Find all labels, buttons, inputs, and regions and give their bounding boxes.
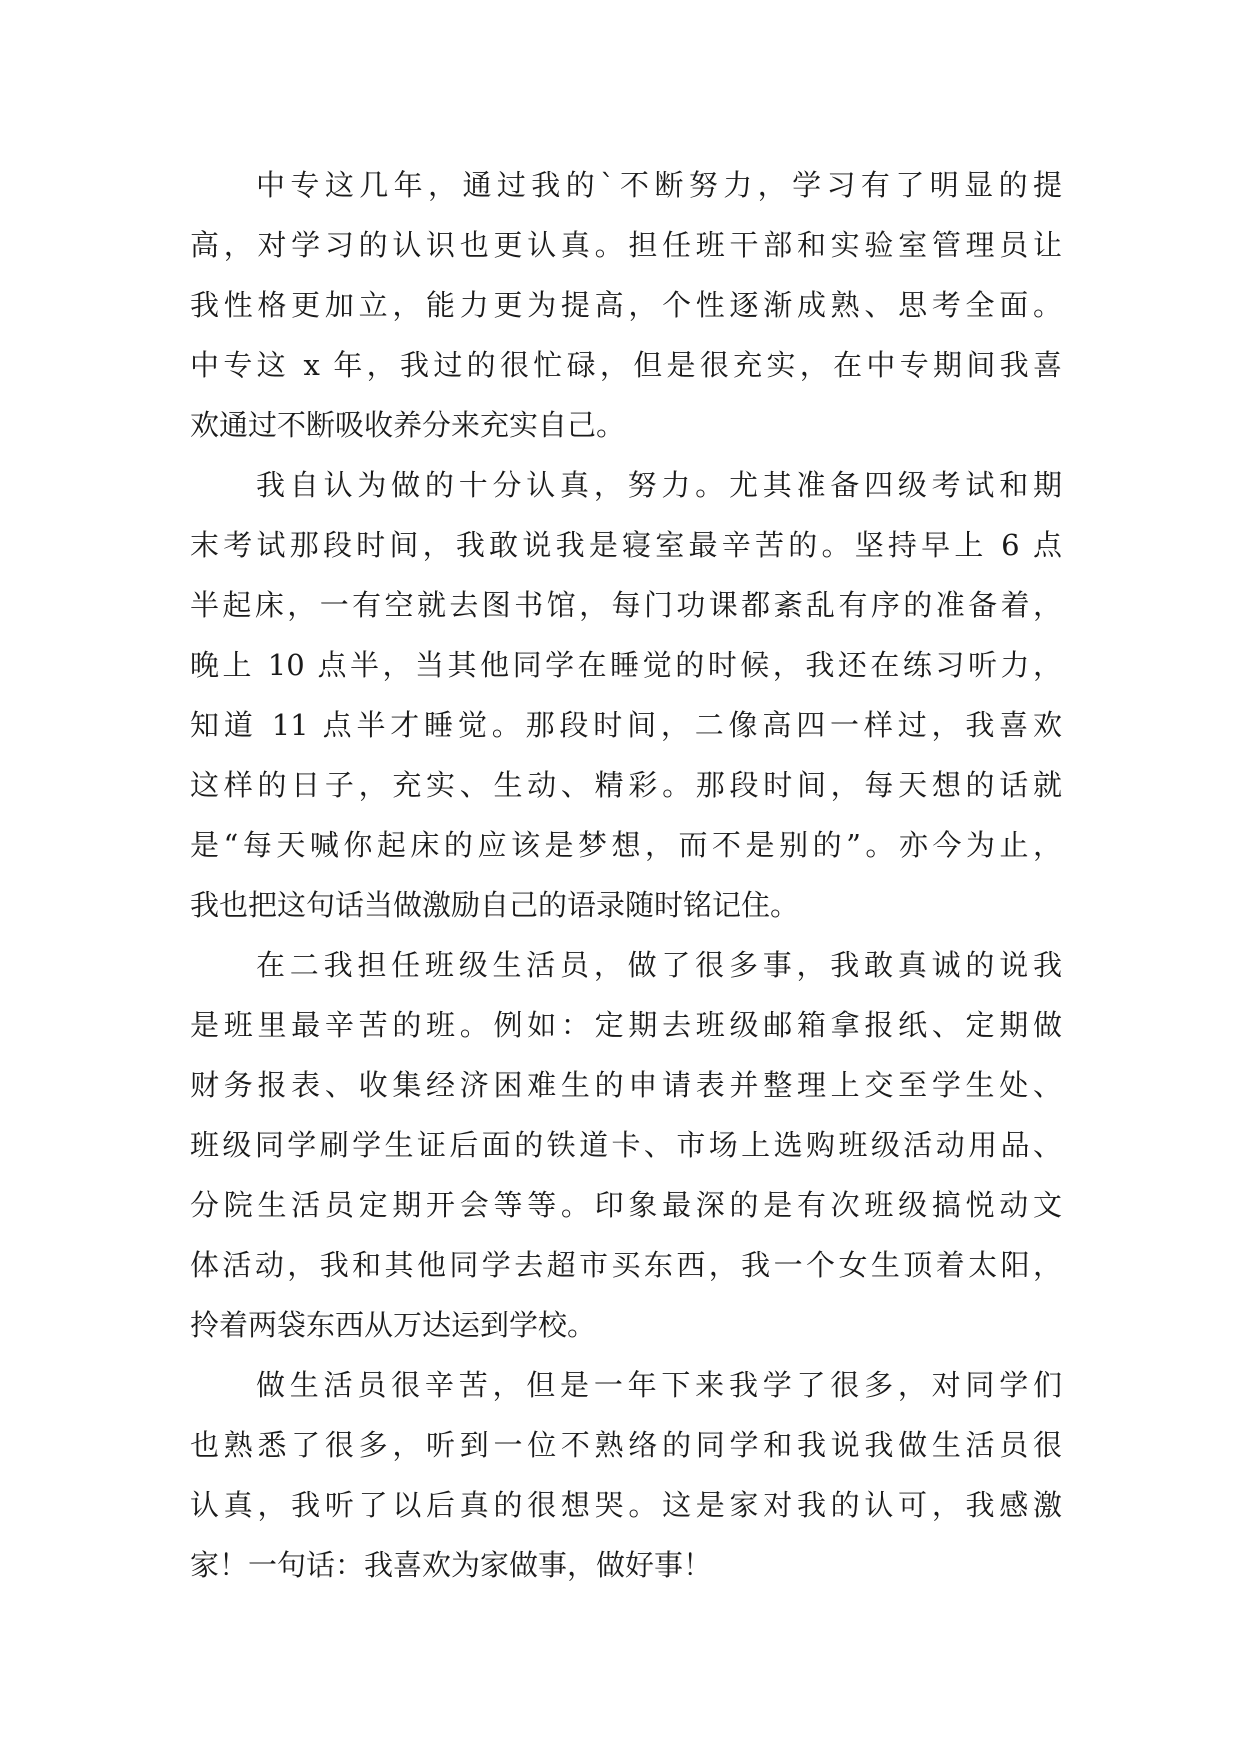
- text-line: 财务报表、收集经济困难生的申请表并整理上交至学生处、: [190, 1068, 1062, 1102]
- paragraph-2: [190, 455, 1062, 935]
- text-line: 我自认为做的十分认真，努力。尤其准备四级考试和期: [256, 468, 1062, 502]
- text-line: 晚上 10 点半，当其他同学在睡觉的时候，我还在练习听力，: [190, 648, 1062, 682]
- text-line: 也熟悉了很多，听到一位不熟络的同学和我说我做生活员很: [190, 1428, 1062, 1462]
- text-line: 认真，我听了以后真的很想哭。这是家对我的认可，我感激: [190, 1488, 1062, 1522]
- text-line: 我也把这句话当做激励自己的语录随时铭记住。: [190, 888, 800, 922]
- text-line: 末考试那段时间，我敢说我是寝室最辛苦的。坚持早上 6 点: [190, 528, 1062, 562]
- text-line: 做生活员很辛苦，但是一年下来我学了很多，对同学们: [256, 1368, 1062, 1402]
- text-line: 欢通过不断吸收养分来充实自己。: [190, 408, 626, 442]
- paragraph-4: [190, 1355, 1062, 1595]
- text-line: 这样的日子，充实、生动、精彩。那段时间，每天想的话就: [190, 768, 1062, 802]
- paragraph-1: [190, 155, 1062, 455]
- document-body: [190, 155, 1062, 1595]
- text-line: 家！一句话：我喜欢为家做事，做好事！: [190, 1548, 713, 1582]
- text-line: 是班里最辛苦的班。例如：定期去班级邮箱拿报纸、定期做: [190, 1008, 1062, 1042]
- text-line: 是“每天喊你起床的应该是梦想，而不是别的”。亦今为止，: [190, 828, 1062, 862]
- text-line: 中专这 x 年，我过的很忙碌，但是很充实，在中专期间我喜: [190, 348, 1062, 382]
- text-line: 高，对学习的认识也更认真。担任班干部和实验室管理员让: [190, 228, 1062, 262]
- text-line: 在二我担任班级生活员，做了很多事，我敢真诚的说我: [256, 948, 1062, 982]
- text-line: 半起床，一有空就去图书馆，每门功课都紊乱有序的准备着，: [190, 588, 1062, 622]
- text-line: 班级同学刷学生证后面的铁道卡、市场上选购班级活动用品、: [190, 1128, 1062, 1162]
- text-line: 知道 11 点半才睡觉。那段时间，二像高四一样过，我喜欢: [190, 708, 1062, 742]
- text-line: 拎着两袋东西从万达运到学校。: [190, 1308, 597, 1342]
- paragraph-3: [190, 935, 1062, 1355]
- text-line: 分院生活员定期开会等等。印象最深的是有次班级搞悦动文: [190, 1188, 1062, 1222]
- text-line: 体活动，我和其他同学去超市买东西，我一个女生顶着太阳，: [190, 1248, 1062, 1282]
- text-line: 我性格更加立，能力更为提高，个性逐渐成熟、思考全面。: [190, 288, 1062, 322]
- text-line: 中专这几年，通过我的`不断努力，学习有了明显的提: [256, 168, 1062, 202]
